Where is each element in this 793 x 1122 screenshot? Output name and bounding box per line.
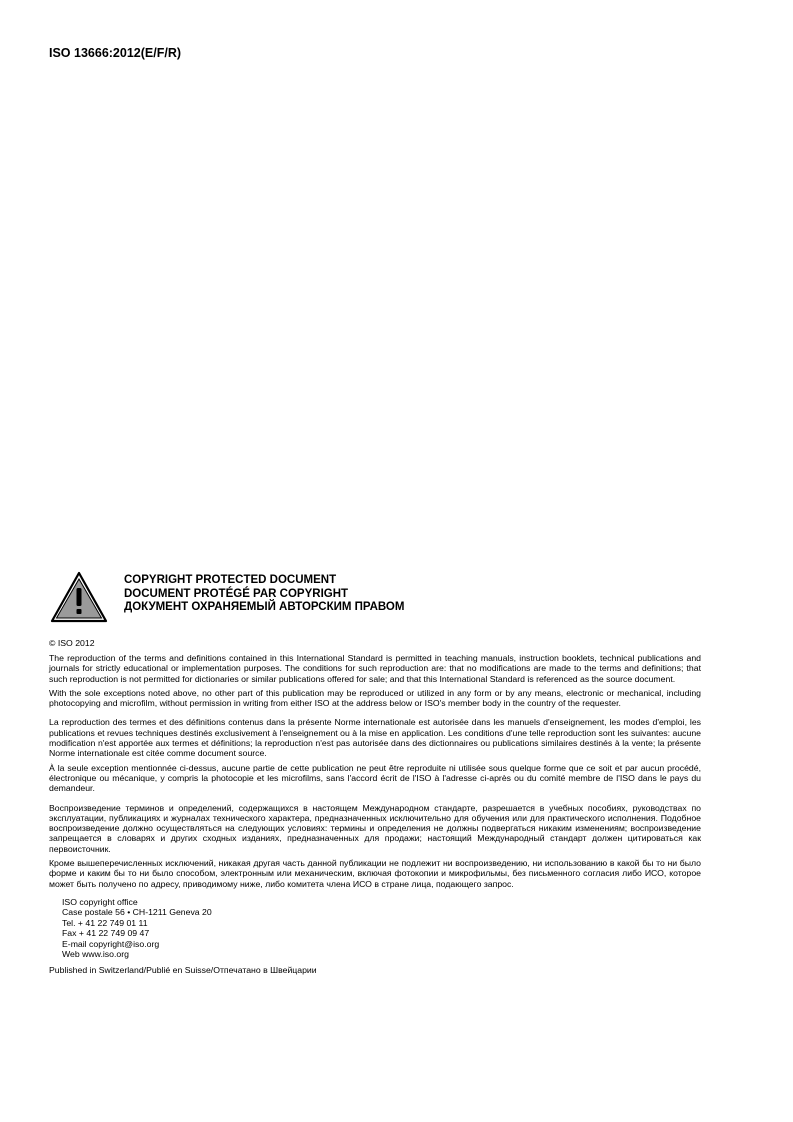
address-postal: Case postale 56 • CH-1211 Geneva 20 — [62, 907, 212, 918]
address-email: E-mail copyright@iso.org — [62, 938, 160, 949]
warning-titles — [124, 570, 404, 615]
warning-title-fr: DOCUMENT PROTÉGÉ PAR COPYRIGHT — [124, 587, 349, 600]
warning-title-en: COPYRIGHT PROTECTED DOCUMENT — [124, 574, 337, 586]
paragraph-en-2: With the sole exceptions noted above, no other part of this publication may be reproduced or utilized in any form or by any means, electronic or mechanical, including photocopying and microfilm, without permission in writing from either ISO at the address below or ISO's member body in the country of the requester. — [49, 687, 701, 709]
paragraph-fr-2: À la seule exception mentionnée ci-dessus, aucune partie de cette publication ne peut être reproduite ni utilisée sous quelque forme que ce soit et par aucun procédé, électronique ou mécanique, y compris la photocopie et les microfilms, sans l'accord écrit de l'ISO à l'adresse ci-après ou du comité membre de l'ISO dans le pays du demandeur. — [49, 762, 701, 794]
copyright-year: © ISO 2012 — [49, 638, 95, 648]
warning-triangle-icon — [49, 570, 109, 624]
address-web: Web www.iso.org — [62, 948, 129, 959]
warning-header — [49, 570, 701, 626]
warning-title-ru: ДОКУМЕНТ ОХРАНЯЕМЫЙ АВТОРСКИМ ПРАВОМ — [124, 601, 405, 613]
address-fax: Fax + 41 22 749 09 47 — [62, 928, 150, 939]
document-id: ISO 13666:2012(E/F/R) — [49, 46, 182, 60]
address-tel: Tel. + 41 22 749 01 11 — [62, 917, 148, 928]
copyright-notice — [49, 570, 701, 976]
published-line: Published in Switzerland/Publié en Suisse/Отпечатано в Швейцарии — [49, 965, 317, 976]
address-office: ISO copyright office — [62, 896, 138, 907]
paragraph-en-1: The reproduction of the terms and definitions contained in this International Standard is permitted in teaching manuals, instruction booklets, technical publications and journals for strictly educational or implementation purposes. The conditions for such reproduction are: that no modifications are made to the terms and definitions; that such reproduction is not permitted for dictionaries or similar publications offered for sale; and that this International Standard is referenced as the source document. — [49, 653, 701, 684]
paragraph-fr-1: La reproduction des termes et des définitions contenus dans la présente Norme internationale est autorisée dans les manuels d'enseignement, les modes d'emploi, les publications et revues techniques destinés exclusivement à l'enseignement ou à la mise en application. Les conditions d'une telle reproduction sont les suivantes: aucune modification n'est apportée aux termes et définitions; la reproduction n'est pas autorisée dans des dictionnaires ou publications similaires destinés à la vente; la présente Norme internationale est citée comme document source. — [49, 717, 701, 759]
address-block — [49, 897, 701, 959]
paragraph-ru-2: Кроме вышеперечисленных исключений, никакая другая часть данной публикации не подлежит ни воспроизведению, ни использованию в какой бы то ни было форме и каким бы то ни было способом, электронным или механическим, включая фотокопии и микрофильмы, без письменного согласия либо ИСО, которое может быть получено по адресу, приводимому ниже, либо комитета члена ИСО в стране лица, подающего запрос. — [49, 858, 701, 889]
paragraph-ru-1: Воспроизведение терминов и определений, содержащихся в настоящем Международном стандарте, разрешается в учебных пособиях, руководствах по эксплуатации, публикациях и журналах технического характера, предназначенных исключительно для обучения или для практического исполнения. Подобное воспроизведение должно осуществляться на следующих условиях: термины и определения не должны подвергаться никаким изменениям; воспроизведение запрещается в словарях и других сходных изданиях, предназначенных для продажи; настоящий Международный стандарт должен цитироваться как первоисточник. — [49, 802, 701, 854]
